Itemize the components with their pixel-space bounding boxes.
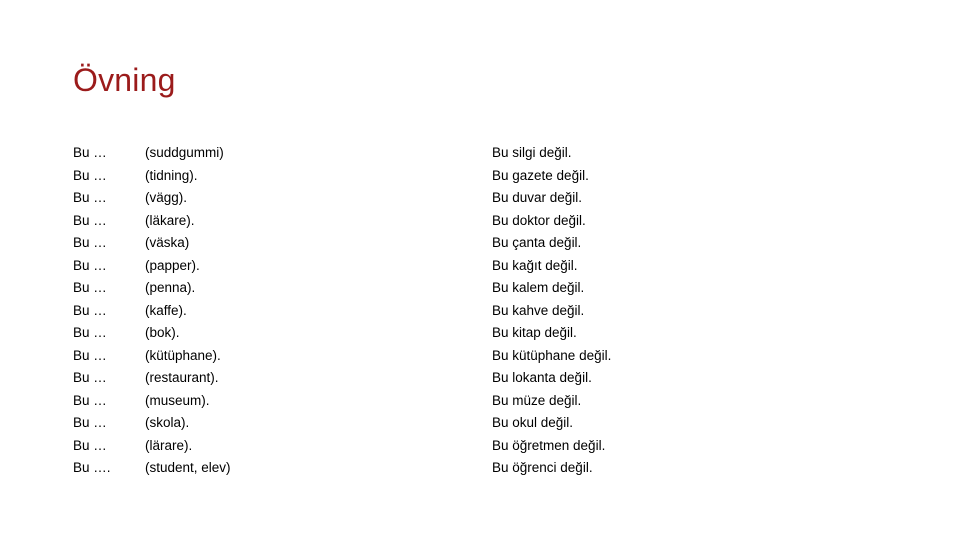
bu-prompt-item: Bu … (73, 212, 107, 228)
swedish-word-item: (student, elev) (145, 460, 231, 475)
swedish-word-item: (väska) (145, 235, 190, 250)
swedish-word-item: (kütüphane). (145, 347, 221, 363)
bu-prompt-item: Bu … (73, 302, 107, 318)
swedish-word-item: (tidning). (145, 167, 198, 183)
bu-prompt-item: Bu … (73, 257, 107, 273)
answer-item: Bu öğretmen değil. (492, 437, 606, 453)
answer-item: Bu doktor değil. (492, 212, 586, 228)
bu-prompt-item: Bu …. (73, 460, 111, 475)
swedish-word-item: (lärare). (145, 437, 193, 453)
bu-prompt-item: Bu … (73, 415, 107, 430)
bu-prompt-item: Bu … (73, 235, 107, 250)
bu-prompt-list (73, 142, 111, 480)
answer-item: Bu çanta değil. (492, 235, 582, 250)
answer-item: Bu lokanta değil. (492, 370, 592, 385)
bu-prompt-item: Bu … (73, 325, 107, 340)
swedish-word-item: (restaurant). (145, 370, 219, 385)
answer-item: Bu öğrenci değil. (492, 460, 593, 475)
bu-prompt-item: Bu … (73, 280, 107, 295)
bu-prompt-item: Bu … (73, 370, 107, 385)
answer-item: Bu duvar değil. (492, 190, 583, 205)
swedish-word-item: (bok). (145, 325, 180, 340)
swedish-word-item: (skola). (145, 415, 190, 430)
bu-prompt-item: Bu … (73, 190, 107, 205)
bu-prompt-item: Bu … (73, 437, 107, 453)
answer-item: Bu silgi değil. (492, 145, 572, 160)
answer-item: Bu kahve değil. (492, 302, 585, 318)
answer-list (492, 142, 611, 480)
bu-prompt-item: Bu … (73, 392, 107, 408)
bu-prompt-item: Bu … (73, 145, 107, 160)
swedish-word-item: (museum). (145, 392, 210, 408)
swedish-word-item: (kaffe). (145, 302, 187, 318)
swedish-word-list (145, 142, 231, 480)
answer-item: Bu kalem değil. (492, 280, 585, 295)
answer-item: Bu kitap değil. (492, 325, 577, 340)
swedish-word-item: (papper). (145, 257, 200, 273)
answer-item: Bu gazete değil. (492, 167, 589, 183)
bu-prompt-item: Bu … (73, 347, 107, 363)
swedish-word-item: (suddgummi) (145, 145, 224, 160)
swedish-word-item: (penna). (145, 280, 196, 295)
answer-item: Bu okul değil. (492, 415, 574, 430)
swedish-word-item: (läkare). (145, 212, 195, 228)
swedish-word-item: (vägg). (145, 190, 188, 205)
answer-item: Bu kütüphane değil. (492, 347, 612, 363)
bu-prompt-item: Bu … (73, 167, 107, 183)
slide-title: Övning (73, 62, 176, 98)
answer-item: Bu müze değil. (492, 392, 582, 408)
answer-item: Bu kağıt değil. (492, 257, 578, 273)
